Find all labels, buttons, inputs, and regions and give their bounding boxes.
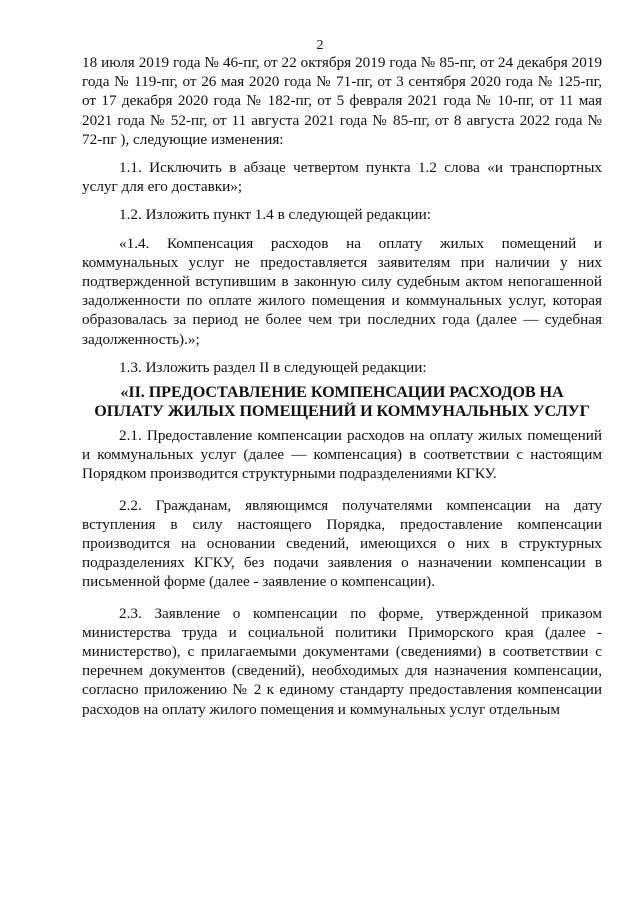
paragraph-1-1: 1.1. Исключить в абзаце четвертом пункта 1.2 слова «и транспортных услуг для его доставки»; — [82, 159, 602, 196]
section-heading — [82, 383, 602, 421]
section-heading-line-1: «II. ПРЕДОСТАВЛЕНИЕ КОМПЕНСАЦИИ РАСХОДОВ НА — [120, 383, 564, 402]
paragraph-2-1: 2.1. Предоставление компенсации расходов на оплату жилых помещений и коммунальных услуг (далее — компенсация) в соответствии с настоящим Порядком производится структурными подразделениями КГКУ. — [82, 427, 602, 483]
document-body — [82, 53, 602, 719]
intro-paragraph: 18 июля 2019 года № 46-пг, от 22 октября 2019 года № 85-пг, от 24 декабря 2019 года № 119-пг, от 26 мая 2020 года № 71-пг, от 3 сентября 2020 года № 125-пг, от 17 декабря 2020 года № 182-пг, от 5 февраля 2021 года № 10-пг, от 11 мая 2021 года № 52-пг, от 11 августа 2021 года № 85-пг, от 8 августа 2022 года № 72-пг ), следующие изменения: — [82, 54, 602, 148]
page-number: 2 — [316, 38, 324, 53]
paragraph-2-2: 2.2. Гражданам, являющимся получателями компенсации на дату вступления в силу настоящего Порядка, предоставление компенсации производится на основании сведений, имеющихся о них в структурных подразделениях КГКУ, без подачи заявления о назначении компенсации в письменной форме (далее - заявление о компенсации). — [82, 496, 602, 591]
paragraph-1-4-quote: «1.4. Компенсация расходов на оплату жилых помещений и коммунальных услуг не предоставляется заявителям при наличии у них подтвержденной вступившим в законную силу судебным актом непогашенной задолженности по оплате жилого помещения и коммунальных услуг, которая образовалась за период не более чем три последних года (далее — судебная задолженность).»; — [82, 234, 602, 348]
paragraph-1-3: 1.3. Изложить раздел II в следующей редакции: — [119, 358, 427, 376]
paragraph-2-3: 2.3. Заявление о компенсации по форме, утвержденной приказом министерства труда и социальной политики Приморского края (далее - министерство), с прилагаемыми документами (сведениями) в соответствии с перечнем документов (сведений), необходимых для назначения компенсации, согласно приложению № 2 к единому стандарту предоставления компенсации расходов на оплату жилого помещения и коммунальных услуг отдельным — [82, 604, 602, 718]
paragraph-1-2: 1.2. Изложить пункт 1.4 в следующей редакции: — [119, 206, 432, 224]
section-heading-line-2: ОПЛАТУ ЖИЛЫХ ПОМЕЩЕНИЙ И КОММУНАЛЬНЫХ УСЛУГ — [94, 402, 590, 421]
